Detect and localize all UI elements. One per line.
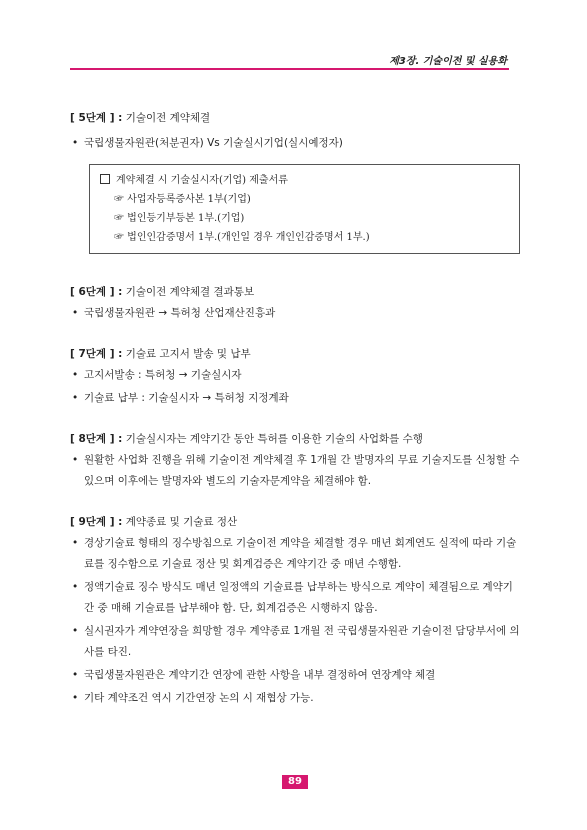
list-item: • 기술료 납부 : 기술실시자 → 특허청 지정계좌 — [70, 388, 520, 409]
checkbox-icon — [100, 174, 110, 184]
box-item: ☞ 법인인감증명서 1부.(개인일 경우 개인인감증명서 1부.) — [114, 232, 370, 243]
step-title: 기술이전 계약체결 결과통보 — [122, 286, 255, 298]
step-6-section — [70, 286, 520, 324]
step-8-section — [70, 433, 520, 492]
step-tag: [ 5단계 ] : — [70, 112, 123, 124]
box-item: ☞ 법인등기부등본 1부.(기업) — [114, 213, 245, 224]
step-9-heading — [70, 516, 520, 529]
step-6-heading — [70, 286, 520, 299]
document-body — [70, 112, 520, 733]
step-tag: [ 7단계 ] : — [70, 348, 123, 360]
step-tag: [ 8단계 ] : — [70, 433, 123, 445]
step-5-heading — [70, 112, 520, 125]
step-8-heading — [70, 433, 520, 446]
chapter-title: 제3장. 기술이전 및 실용화 — [389, 56, 507, 67]
list-item: • 고지서발송 : 특허청 → 기술실시자 — [70, 365, 520, 386]
step-9-bullets — [70, 533, 520, 709]
step-9-section — [70, 516, 520, 709]
list-item: • 실시권자가 계약연장을 희망할 경우 계약종료 1개월 전 국립생물자원관 기술이전 담당부서에 의사를 타진. — [70, 621, 520, 663]
page-number: 89 — [282, 775, 308, 789]
step-7-section — [70, 348, 520, 409]
box-heading-text: 계약체결 시 기술실시자(기업) 제출서류 — [116, 175, 288, 186]
list-item: • 국립생물자원관(처분권자) Vs 기술실시기업(실시예정자) — [70, 133, 520, 154]
step-8-bullets — [70, 450, 520, 492]
step-7-bullets — [70, 365, 520, 409]
list-item: • 국립생물자원관은 계약기간 연장에 관한 사항을 내부 결정하여 연장계약 체결 — [70, 665, 520, 686]
step-5-bullets — [70, 133, 520, 154]
step-7-heading — [70, 348, 520, 361]
list-item: • 원활한 사업화 진행을 위해 기술이전 계약체결 후 1개월 간 발명자의 무료 기술지도를 신청할 수 있으며 이후에는 발명자와 별도의 기술자문계약을 체결해야 함. — [70, 450, 520, 492]
step-tag: [ 6단계 ] : — [70, 286, 123, 298]
list-item: • 경상기술료 형태의 징수방침으로 기술이전 계약을 체결할 경우 매년 회계연도 실적에 따라 기술료를 징수함으로 기술료 정산 및 회계검증은 계약기간 중 매년 수행함. — [70, 533, 520, 575]
step-5-section — [70, 112, 520, 254]
list-item: • 정액기술료 징수 방식도 매년 일정액의 기술료를 납부하는 방식으로 계약이 체결됨으로 계약기간 중 매해 기술료를 납부해야 함. 단, 회계검증은 시행하지 않음. — [70, 577, 520, 619]
list-item: • 기타 계약조건 역시 기간연장 논의 시 재협상 가능. — [70, 688, 520, 709]
step-title: 기술실시자는 계약기간 동안 특허를 이용한 기술의 사업화를 수행 — [122, 433, 423, 445]
box-item: ☞ 사업자등록증사본 1부(기업) — [114, 194, 251, 205]
step-tag: [ 9단계 ] : — [70, 516, 123, 528]
step-title: 기술료 고지서 발송 및 납부 — [122, 348, 251, 360]
header-divider — [70, 68, 509, 70]
step-title: 계약종료 및 기술료 정산 — [122, 516, 238, 528]
step-title: 기술이전 계약체결 — [122, 112, 211, 124]
step-6-bullets — [70, 303, 520, 324]
box-heading — [100, 171, 509, 190]
list-item: • 국립생물자원관 → 특허청 산업재산진흥과 — [70, 303, 520, 324]
required-documents-box — [89, 164, 520, 254]
